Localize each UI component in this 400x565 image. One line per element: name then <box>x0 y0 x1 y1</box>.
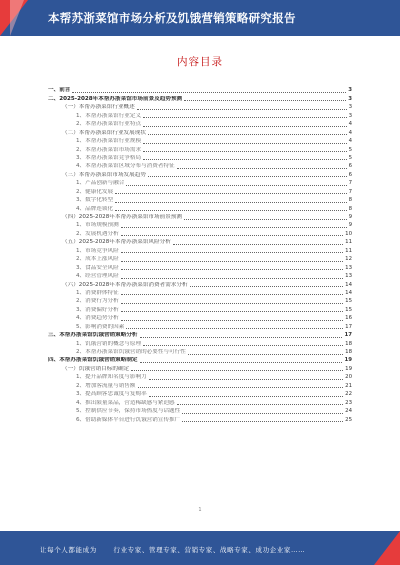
toc-entry-page: 4 <box>348 138 352 145</box>
toc-entry-page: 9 <box>348 222 352 229</box>
toc-entry[interactable] <box>48 331 352 339</box>
toc-entry[interactable] <box>48 314 352 322</box>
toc-entry-page: 20 <box>345 374 352 381</box>
toc-entry[interactable] <box>48 322 352 330</box>
toc-entry-title: （五）2025-2028年本帮苏浙菜馆风险分析 <box>62 239 171 246</box>
toc-dot-leader <box>121 311 343 312</box>
footer-items: 行业专家、管理专家、营销专家、战略专家、成功企业家…… <box>113 546 306 554</box>
toc-entry-title: 三、本帮苏浙菜馆饥饿营销策略分析 <box>48 332 138 339</box>
toc-entry-page: 7 <box>348 188 352 195</box>
toc-entry-title: 2、健康化发展 <box>76 188 114 195</box>
toc-dot-leader <box>177 404 343 405</box>
toc-entry-title: 5、影响消费的因素 <box>76 323 125 330</box>
toc-entry-page: 17 <box>344 332 352 339</box>
toc-heading: 内容目录 <box>177 56 223 68</box>
toc-entry[interactable] <box>48 415 352 423</box>
toc-entry-page: 8 <box>348 205 352 212</box>
toc-entry-page: 15 <box>345 306 352 313</box>
toc-dot-leader <box>72 92 346 93</box>
toc-entry-title: （二）本帮苏浙菜馆行业发展现状 <box>62 129 146 136</box>
toc-entry-page: 22 <box>345 391 352 398</box>
toc-entry-title: 4、品牌连锁化 <box>76 205 114 212</box>
toc-dot-leader <box>184 100 346 101</box>
toc-entry-title: 1、市场规模预测 <box>76 222 119 229</box>
toc-entry[interactable] <box>48 356 352 364</box>
toc-entry[interactable] <box>48 111 352 119</box>
toc-entry-page: 10 <box>345 230 352 237</box>
toc-dot-leader <box>143 143 346 144</box>
toc-entry[interactable] <box>48 213 352 221</box>
toc-entry-title: 3、数字化转型 <box>76 197 114 204</box>
toc-entry-title: 3、本帮苏浙菜馆竞争格局 <box>76 154 142 161</box>
toc-entry-title: 4、推出限量菜品，营造稀缺感与紧迫感 <box>76 399 175 406</box>
toc-dot-leader <box>148 134 347 135</box>
toc-entry[interactable] <box>48 246 352 254</box>
toc-entry-title: 四、本帮苏浙菜馆饥饿营销策略制定 <box>48 357 138 364</box>
toc-entry-title: （六）2025-2028年本帮苏浙菜馆消费者需求分析 <box>62 281 188 288</box>
toc-entry-page: 18 <box>345 349 352 355</box>
toc-dot-leader <box>137 109 347 110</box>
toc-entry[interactable] <box>48 381 352 389</box>
toc-dot-leader <box>126 185 346 186</box>
toc-entry-page: 6 <box>348 171 352 178</box>
toc-entry[interactable] <box>48 255 352 263</box>
toc-dot-leader <box>115 193 346 194</box>
toc-entry-title: 4、消费趋势分析 <box>76 315 119 322</box>
toc-entry[interactable] <box>48 348 352 356</box>
toc-entry[interactable] <box>48 187 352 195</box>
toc-dot-leader <box>138 387 344 388</box>
toc-entry-page: 6 <box>348 163 352 170</box>
toc-entry-title: 2、本帮苏浙菜馆市场需求 <box>76 146 142 153</box>
toc-entry-page: 19 <box>344 357 352 364</box>
toc-entry-page: 3 <box>348 112 352 119</box>
toc-dot-leader <box>188 354 343 355</box>
toc-entry[interactable] <box>48 229 352 237</box>
toc-dot-leader <box>177 168 347 169</box>
toc-entry[interactable] <box>48 196 352 204</box>
toc-dot-leader <box>121 278 343 279</box>
footer-red-accent <box>374 531 400 565</box>
toc-entry-title: 2、成本上涨风险 <box>76 256 119 263</box>
toc-dot-leader <box>115 202 346 203</box>
toc-entry-title: 2、消费行为分析 <box>76 298 119 305</box>
toc-dot-leader <box>143 151 346 152</box>
toc-entry-page: 11 <box>345 239 352 246</box>
toc-dot-leader <box>115 210 346 211</box>
toc-dot-leader <box>121 252 343 253</box>
toc-entry-title: （一）本帮苏浙菜馆行业概述 <box>62 104 135 111</box>
toc-dot-leader <box>126 328 343 329</box>
toc-entry-page: 3 <box>348 95 352 102</box>
toc-entry-title: 6、借助新媒体平台进行饥饿营销宣传推广 <box>76 416 181 423</box>
toc-entry-page: 14 <box>345 289 352 296</box>
table-of-contents <box>48 86 352 424</box>
toc-dot-leader <box>143 159 346 160</box>
toc-entry-title: 2、本帮苏浙菜馆行业特点 <box>76 121 142 128</box>
toc-entry-page: 14 <box>345 281 352 288</box>
toc-entry-page: 11 <box>345 247 352 254</box>
toc-dot-leader <box>148 176 347 177</box>
toc-entry[interactable] <box>48 364 352 372</box>
toc-entry-title: 二、2025-2028年本帮苏浙菜馆市场前景及趋势预测 <box>48 95 183 102</box>
toc-dot-leader <box>121 294 343 295</box>
toc-entry-title: 1、市场竞争风险 <box>76 247 119 254</box>
toc-entry-title: （一）饥饿营销目标的确定 <box>62 365 130 372</box>
toc-entry-title: 2、发展机遇分析 <box>76 230 119 237</box>
toc-entry[interactable] <box>48 145 352 153</box>
toc-dot-leader <box>121 269 343 270</box>
toc-dot-leader <box>121 227 347 228</box>
toc-entry[interactable] <box>48 373 352 381</box>
toc-entry[interactable] <box>48 390 352 398</box>
toc-entry[interactable] <box>48 204 352 212</box>
toc-entry[interactable] <box>48 86 352 94</box>
toc-entry[interactable] <box>48 272 352 280</box>
toc-entry-page: 5 <box>348 146 352 153</box>
toc-entry-title: 5、控制供应节奏，保持市场热度与话题性 <box>76 408 181 415</box>
toc-dot-leader <box>121 320 343 321</box>
toc-entry-page: 5 <box>348 154 352 161</box>
toc-entry-title: 2、增加客流量与销售额 <box>76 382 136 389</box>
footer-text <box>40 545 370 554</box>
toc-entry-page: 4 <box>348 121 352 128</box>
toc-entry-page: 4 <box>348 129 352 136</box>
toc-entry[interactable] <box>48 238 352 246</box>
toc-entry-title: 3、食品安全风险 <box>76 264 119 271</box>
toc-entry-page: 18 <box>345 340 352 347</box>
toc-entry-title: （三）本帮苏浙菜馆市场发展趋势 <box>62 171 146 178</box>
toc-entry-page: 12 <box>345 256 352 263</box>
toc-dot-leader <box>121 235 343 236</box>
toc-entry-title: 1、提升品牌知名度与影响力 <box>76 374 147 381</box>
toc-dot-leader <box>131 370 343 371</box>
header-banner <box>0 0 400 36</box>
toc-entry-page: 8 <box>348 197 352 204</box>
toc-entry[interactable] <box>48 120 352 128</box>
toc-entry-page: 16 <box>345 315 352 322</box>
toc-entry[interactable] <box>48 128 352 136</box>
toc-dot-leader <box>149 396 343 397</box>
toc-entry-title: （四）2025-2028年本帮苏浙菜馆市场前景预测 <box>62 214 182 220</box>
toc-entry[interactable] <box>48 339 352 347</box>
toc-dot-leader <box>140 362 343 363</box>
toc-entry[interactable] <box>48 297 352 305</box>
report-title: 本帮苏浙菜馆市场分析及饥饿营销策略研究报告 <box>48 11 296 25</box>
toc-entry-title: 2、本帮苏浙菜馆饥饿营销的必要性与可行性 <box>76 349 186 355</box>
toc-entry-page: 13 <box>345 273 352 280</box>
toc-entry[interactable] <box>48 103 352 111</box>
toc-entry[interactable] <box>48 263 352 271</box>
toc-entry[interactable] <box>48 94 352 102</box>
toc-entry-page: 13 <box>345 264 352 271</box>
footer-banner <box>0 531 400 565</box>
toc-entry-title: 1、产品创新与融合 <box>76 180 125 187</box>
toc-dot-leader <box>184 219 347 220</box>
toc-entry-page: 3 <box>348 104 352 111</box>
toc-entry[interactable] <box>48 305 352 313</box>
toc-entry[interactable] <box>48 280 352 288</box>
toc-dot-leader <box>143 117 346 118</box>
toc-entry[interactable] <box>48 162 352 170</box>
toc-entry-page: 21 <box>345 382 352 389</box>
toc-dot-leader <box>121 261 343 262</box>
toc-dot-leader <box>182 421 343 422</box>
toc-entry-page: 3 <box>348 87 352 94</box>
toc-entry-title: 1、饥饿营销的概念与原理 <box>76 340 142 347</box>
toc-dot-leader <box>143 126 346 127</box>
toc-entry-page: 24 <box>345 408 352 415</box>
toc-entry-title: 3、提高顾客忠诚度与复购率 <box>76 391 147 398</box>
toc-entry-title: 3、消费偏好分析 <box>76 306 119 313</box>
toc-dot-leader <box>143 345 343 346</box>
toc-entry-page: 19 <box>345 365 352 372</box>
toc-entry[interactable] <box>48 289 352 297</box>
toc-entry-page: 15 <box>345 298 352 305</box>
toc-entry-page: 7 <box>348 180 352 187</box>
toc-entry-title: 4、本帮苏浙菜馆区域分布与消费者特征 <box>76 163 175 170</box>
toc-entry[interactable] <box>48 154 352 162</box>
toc-dot-leader <box>173 244 343 245</box>
toc-dot-leader <box>149 379 343 380</box>
toc-entry[interactable] <box>48 398 352 406</box>
toc-entry[interactable] <box>48 137 352 145</box>
toc-entry[interactable] <box>48 221 352 229</box>
page-number: 1 <box>198 507 202 513</box>
toc-dot-leader <box>121 303 343 304</box>
toc-entry[interactable] <box>48 170 352 178</box>
toc-entry-title: 4、经营管理风险 <box>76 273 119 280</box>
toc-entry-page: 17 <box>345 323 352 330</box>
header-pink-accent <box>10 0 24 36</box>
toc-dot-leader <box>140 337 343 338</box>
toc-entry-title: 1、本帮苏浙菜馆行业定义 <box>76 112 142 119</box>
toc-entry-page: 25 <box>345 416 352 423</box>
toc-entry-title: 1、消费群体特征 <box>76 289 119 296</box>
toc-entry-page: 9 <box>348 214 352 220</box>
toc-dot-leader <box>190 286 344 287</box>
toc-entry[interactable] <box>48 179 352 187</box>
toc-entry-page: 23 <box>345 399 352 406</box>
toc-dot-leader <box>182 413 343 414</box>
toc-entry[interactable] <box>48 407 352 415</box>
toc-entry-title: 1、本帮苏浙菜馆行业规模 <box>76 138 142 145</box>
toc-entry-title: 一、前言 <box>48 87 71 94</box>
footer-slogan: 让每个人都能成为 <box>40 546 97 554</box>
